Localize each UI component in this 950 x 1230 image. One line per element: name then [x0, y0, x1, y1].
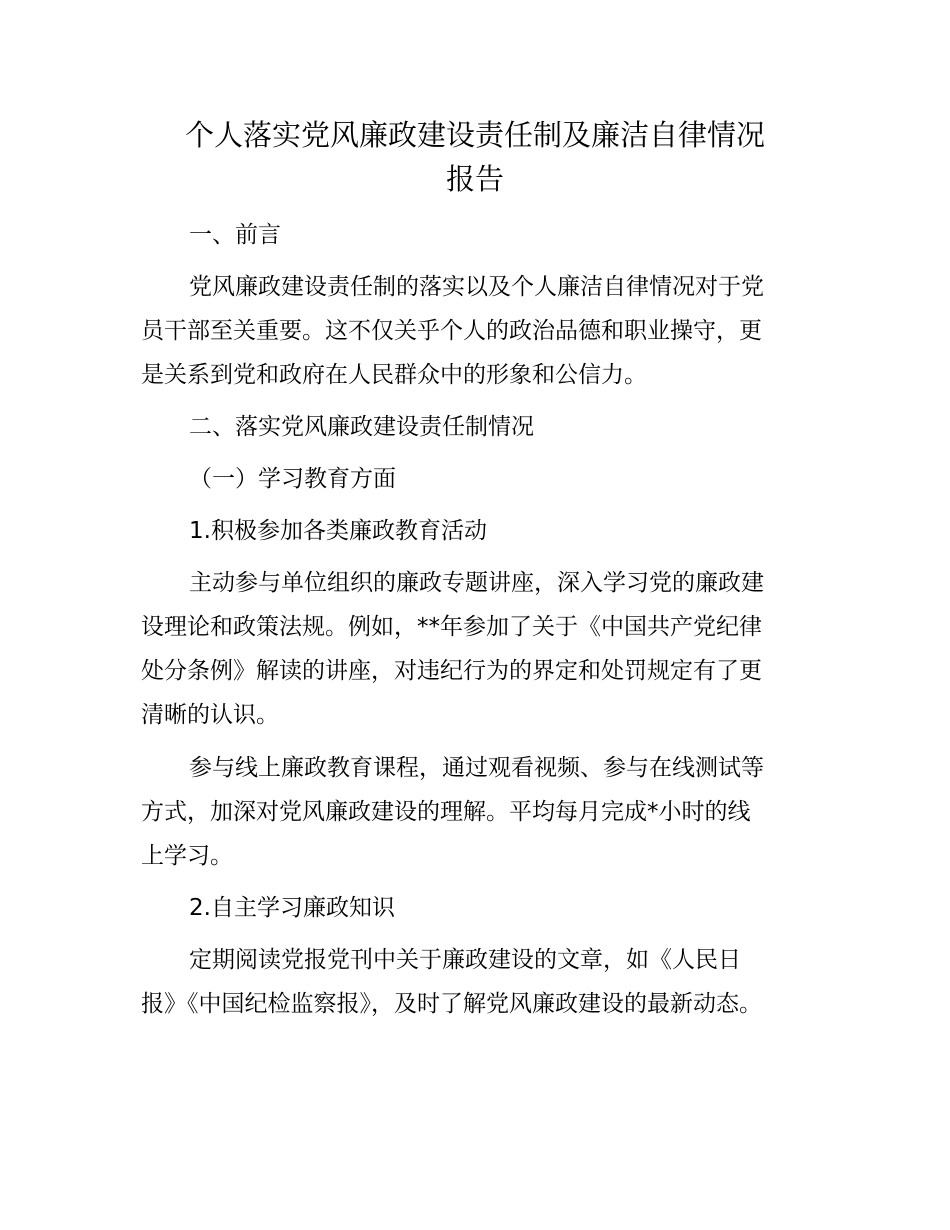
paragraph-line: 主动参与单位组织的廉政专题讲座，深入学习党的廉政建	[189, 570, 764, 596]
paragraph-line: 参与线上廉政教育课程，通过观看视频、参与在线测试等	[189, 755, 764, 781]
paragraph-line: 设理论和政策法规。例如，**年参加了关于《中国共产党纪律	[141, 614, 762, 640]
paragraph-line: 是关系到党和政府在人民群众中的形象和公信力。	[141, 362, 647, 388]
paragraph-line: 清晰的认识。	[141, 702, 279, 728]
paragraph-line: 上学习。	[141, 843, 233, 869]
subsection-heading-study: （一）学习教育方面	[189, 466, 396, 492]
paragraph-line: 定期阅读党报党刊中关于廉政建设的文章，如《人民日	[189, 947, 741, 973]
document-title-line-1: 个人落实党风廉政建设责任制及廉洁自律情况	[184, 118, 765, 152]
paragraph-line: 员干部至关重要。这不仅关乎个人的政治品德和职业操守，更	[141, 318, 762, 344]
paragraph-line: 党风廉政建设责任制的落实以及个人廉洁自律情况对于党	[189, 274, 764, 300]
section-heading-preface: 一、前言	[189, 222, 281, 248]
paragraph-line: 处分条例》解读的讲座，对违纪行为的界定和处罚规定有了更	[141, 658, 762, 684]
section-heading-implementation: 二、落实党风廉政建设责任制情况	[189, 414, 534, 440]
document-title-line-2: 报告	[445, 162, 504, 196]
item-heading-2: 2.自主学习廉政知识	[189, 895, 395, 921]
paragraph-line: 报》《中国纪检监察报》，及时了解党风廉政建设的最新动态。	[141, 991, 762, 1017]
paragraph-line: 方式，加深对党风廉政建设的理解。平均每月完成*小时的线	[141, 799, 751, 825]
item-heading-1: 1.积极参加各类廉政教育活动	[189, 518, 487, 544]
